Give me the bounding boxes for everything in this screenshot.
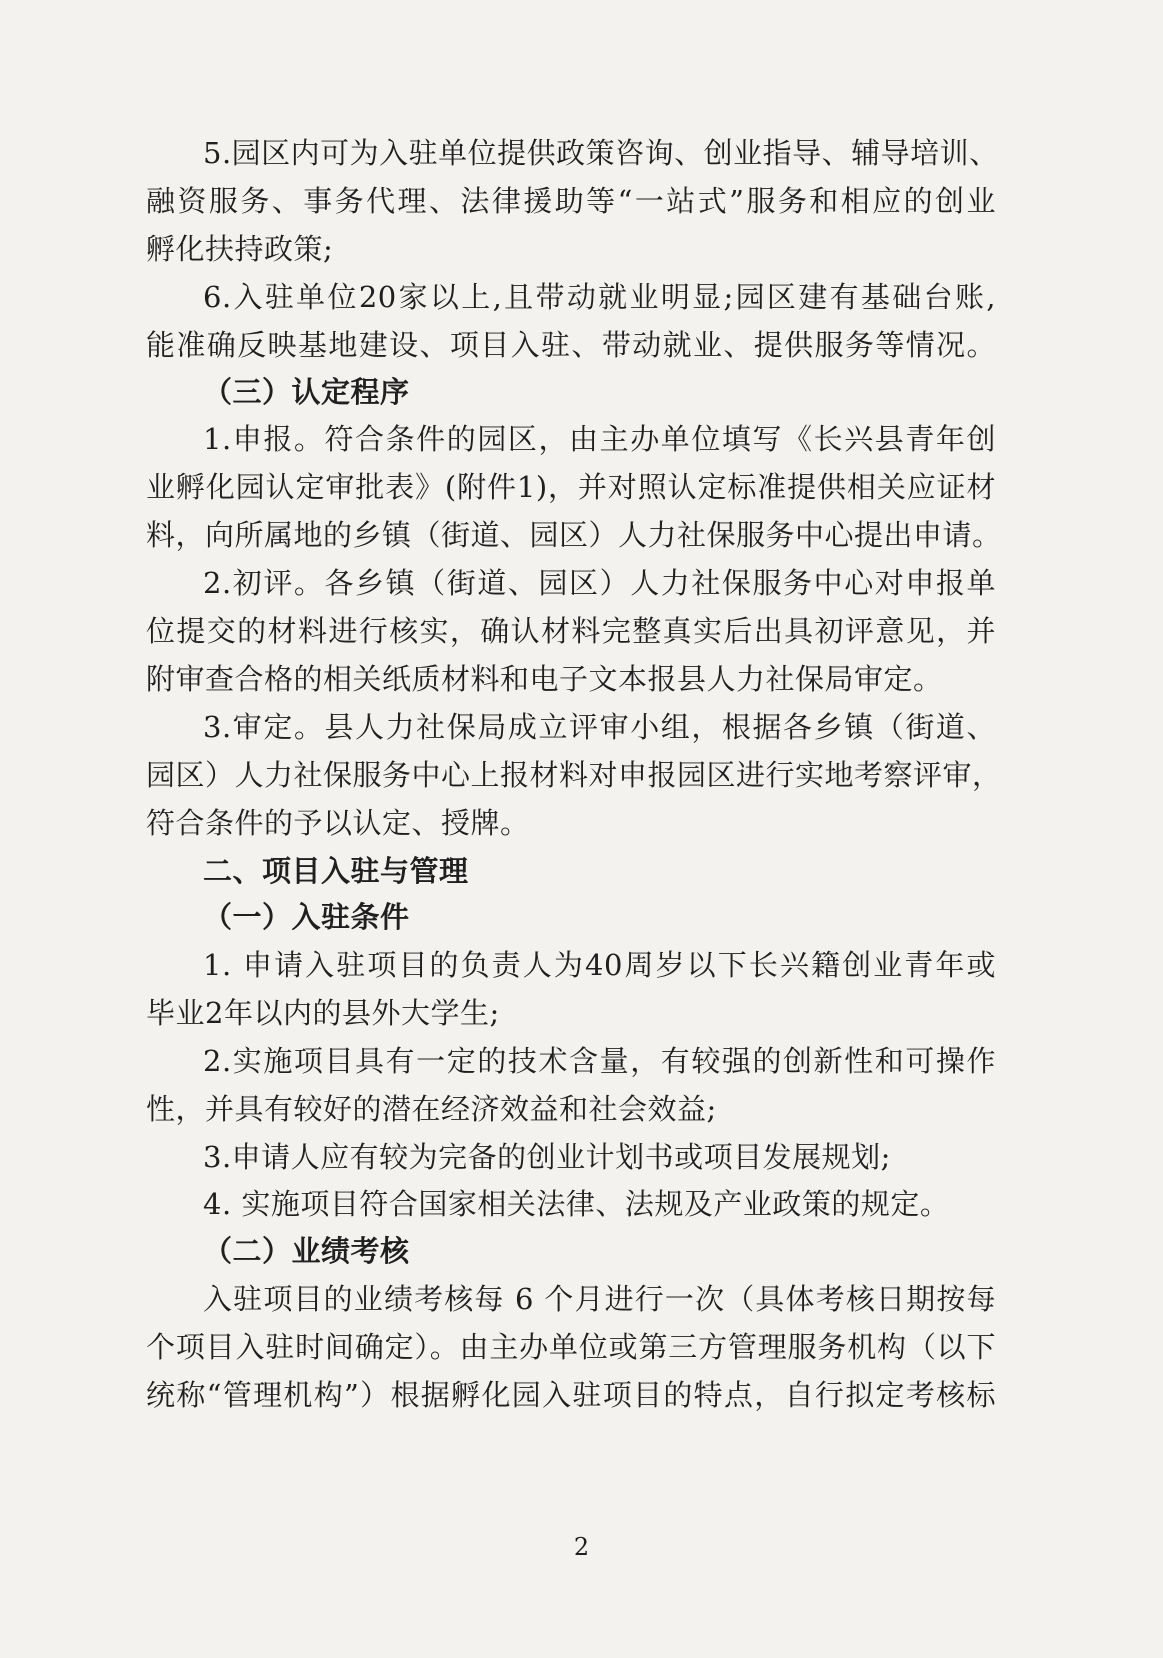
page-number: 2: [573, 1533, 590, 1561]
procedure-1-line-3: 料，向所属地的乡镇（街道、园区）人力社保服务中心提出申请。: [146, 518, 1002, 552]
paragraph-6-line-1: 6.入驻单位20家以上,且带动就业明显;园区建有基础台账,: [203, 280, 996, 314]
procedure-2-line-1: 2.初评。各乡镇（街道、园区）人力社保服务中心对申报单: [203, 566, 996, 600]
procedure-1-line-2: 业孵化园认定审批表》(附件1)，并对照认定标准提供相关应证材: [146, 470, 996, 504]
paragraph-6-line-2: 能准确反映基地建设、项目入驻、带动就业、提供服务等情况。: [146, 328, 996, 362]
procedure-1-line-1: 1.申报。符合条件的园区，由主办单位填写《长兴县青年创: [203, 422, 996, 456]
condition-2-line-1: 2.实施项目具有一定的技术含量，有较强的创新性和可操作: [203, 1044, 996, 1078]
condition-1-line-2: 毕业2年以内的县外大学生;: [146, 996, 500, 1030]
section-heading-settlement-conditions: （一）入驻条件: [203, 900, 410, 934]
procedure-3-line-3: 符合条件的予以认定、授牌。: [146, 806, 530, 840]
condition-2-line-2: 性，并具有较好的潜在经济效益和社会效益;: [146, 1092, 717, 1126]
chapter-heading-project-settlement: 二、项目入驻与管理: [203, 854, 469, 888]
assessment-line-1: 入驻项目的业绩考核每 6 个月进行一次（具体考核日期按每: [203, 1282, 996, 1316]
assessment-line-2: 个项目入驻时间确定）。由主办单位或第三方管理服务机构（以下: [146, 1330, 996, 1364]
condition-3-line-1: 3.申请人应有较为完备的创业计划书或项目发展规划;: [203, 1140, 891, 1174]
procedure-2-line-3: 附审查合格的相关纸质材料和电子文本报县人力社保局审定。: [146, 662, 943, 696]
paragraph-5-line-1: 5.园区内可为入驻单位提供政策咨询、创业指导、辅导培训、: [203, 136, 999, 170]
procedure-3-line-1: 3.审定。县人力社保局成立评审小组，根据各乡镇（街道、: [203, 710, 996, 744]
assessment-line-3: 统称“管理机构”）根据孵化园入驻项目的特点，自行拟定考核标: [146, 1378, 996, 1412]
condition-1-line-1: 1. 申请入驻项目的负责人为40周岁以下长兴籍创业青年或: [203, 948, 996, 982]
section-heading-certification-procedure: （三）认定程序: [203, 375, 410, 409]
paragraph-5-line-2: 融资服务、事务代理、法律援助等“一站式”服务和相应的创业: [146, 184, 996, 218]
procedure-3-line-2: 园区）人力社保服务中心上报材料对申报园区进行实地考察评审，: [146, 758, 1002, 792]
section-heading-performance-assessment: （二）业绩考核: [203, 1234, 410, 1268]
paragraph-5-line-3: 孵化扶持政策;: [146, 232, 334, 266]
procedure-2-line-2: 位提交的材料进行核实，确认材料完整真实后出具初评意见，并: [146, 614, 996, 648]
condition-4-line-1: 4. 实施项目符合国家相关法律、法规及产业政策的规定。: [203, 1187, 950, 1221]
